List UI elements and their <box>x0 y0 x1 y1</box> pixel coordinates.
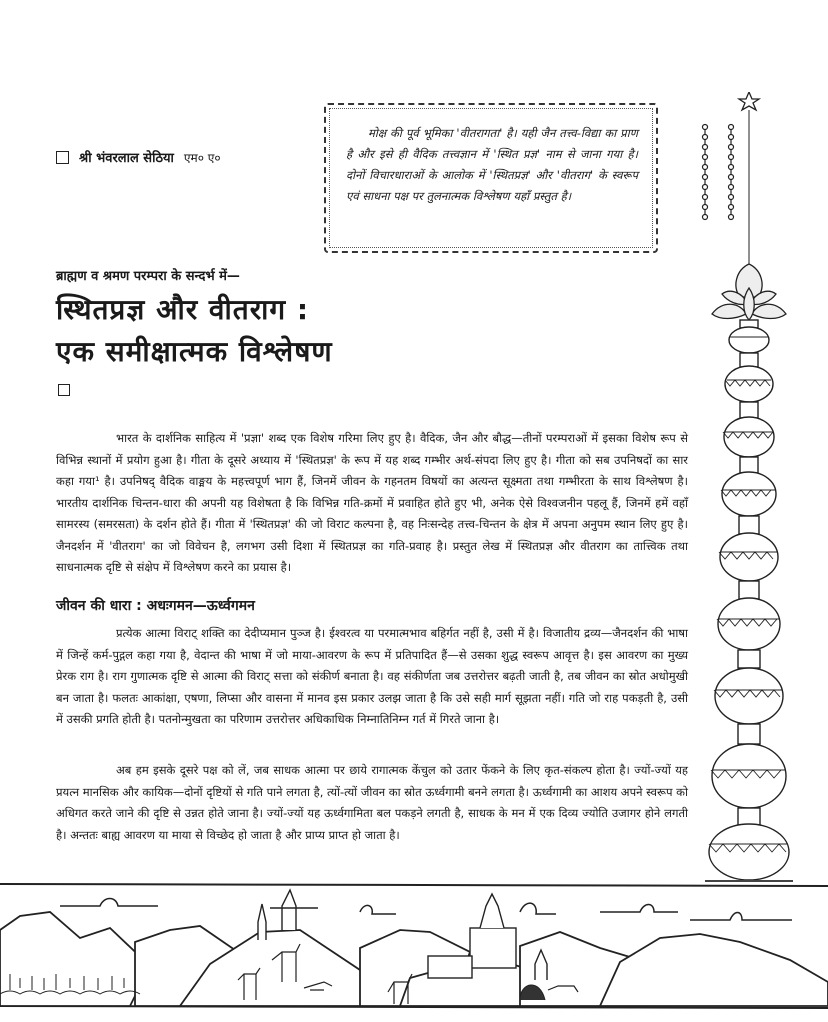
abstract-text: मोक्ष की पूर्व भूमिका 'वीतरागता' है। यही जैन तत्त्व-विद्या का प्राण है और इसे ही वैदिक तत्त्वज्ञान में 'स्थित प्रज्ञ' नाम से जाना गया है। दोनों विचारधाराओं के आलोक में 'स्थितप्रज्ञ' और 'वीतराग' के स्वरूप एवं साधना पक्ष पर तुलनात्मक विश्लेषण यहाँ प्रस्तुत है। <box>346 126 638 203</box>
kalash-pillar-illustration <box>700 92 810 882</box>
author-degree: एम० ए० <box>183 150 221 165</box>
star-icon <box>739 92 759 110</box>
square-bullet-icon <box>56 151 69 164</box>
abstract-box <box>324 103 658 253</box>
paragraph-descent <box>56 623 688 731</box>
title-line-2: एक समीक्षात्मक विश्लेषण <box>56 335 333 368</box>
paragraph-2-text: प्रत्येक आत्मा विराट् शक्ति का देदीप्यमान पुञ्ज है। ईश्वरत्व या परमात्मभाव बहिर्गत नहीं है, उसी में है। विजातीय द्रव्य—जैनदर्शन की भाषा में जिन्हें कर्म-पुद्गल कहा गया है, वेदान्त की भाषा में जो माया-आवरण के रूप में प्रतिपादित हैं—से उसका शुद्ध स्वरूप आवृत्त है। इस आवरण का मुख्य प्रेरक राग है। राग गुणात्मक दृष्टि से आत्मा की विराट् सत्ता को संकीर्ण बनाता है। वह संकीर्णता जब उत्तरोत्तर बढ़ती जाती है, तब जीवन का स्रोत अधोमुखी बन जाता है। फलतः आकांक्षा, एषणा, लिप्सा और वासना में मानव इस प्रकार उलझ जाता है कि उसे सही मार्ग सूझता नहीं। गति जो राह पकड़ती है, उसी में उसकी प्रगति होती है। पतनोन्मुखता का परिणाम उत्तरोत्तर अधिकाधिक निम्नातिनिम्न गर्त में गिरते जाना है। <box>56 626 688 726</box>
paragraph-ascent <box>56 760 688 846</box>
article-title <box>56 289 333 373</box>
author-name: श्री भंवरलाल सेठिया <box>79 151 174 166</box>
author-line <box>56 148 221 166</box>
section-heading: जीवन की धारा : अधःगमन—ऊर्ध्वगमन <box>56 598 255 614</box>
article-kicker: ब्राह्मण व श्रमण परम्परा के सन्दर्भ में— <box>56 269 240 284</box>
paragraph-intro <box>56 428 688 579</box>
title-line-1: स्थितप्रज्ञ और वीतराग : <box>56 293 310 326</box>
square-bullet-icon <box>58 384 70 396</box>
paragraph-3-text: अब हम इसके दूसरे पक्ष को लें, जब साधक आत्मा पर छाये रागात्मक केंचुल को उतार फेंकने के लिए कृत-संकल्प होता है। ज्यों-ज्यों यह प्रयत्न मानसिक और कायिक—दोनों दृष्टियों से गति पाने लगता है, त्यों-त्यों जीवन का स्रोत ऊर्ध्वगामी बनने लगता है। ऊर्ध्वगामी का आशय अपने स्वरूप को अधिगत करते जाने की दृष्टि से उन्नत होते जाना है। ज्यों-ज्यों यह ऊर्ध्वगामिता बल पकड़ने लगती है, साधक के मन में एक दिव्य ज्योति उजागर होने लगती है। अन्ततः बाह्य आवरण या माया से विच्छेद हो जाता है और प्राप्य प्राप्त हो जाता है। <box>56 763 688 842</box>
mountain-landscape-illustration <box>0 870 828 1010</box>
paragraph-1-text: भारत के दार्शनिक साहित्य में 'प्रज्ञा' शब्द एक विशेष गरिमा लिए हुए है। वैदिक, जैन और बौद्ध—तीनों परम्पराओं में इसका विशेष रूप से विभिन्न स्थानों में प्रयोग हुआ है। गीता के दूसरे अध्याय में 'स्थितप्रज्ञ' के रूप में यह शब्द गम्भीर अर्थ-संपदा लिए हुए है। गीता को सब उपनिषदों का सार कहा गया¹ है। उपनिषद् वैदिक वाङ्मय के महत्त्वपूर्ण भाग हैं, जिनमें जीवन के गहनतम विषयों का अत्यन्त सूक्ष्मता तथा गम्भीरता के साथ विश्लेषण है। भारतीय दार्शनिक चिन्तन-धारा की अपनी यह विशेषता है कि विभिन्न गति-क्रमों में प्रवाहित होते हुए भी, अनेक ऐसे विश्वजनीन पहलू हैं, जिनमें हमें वहाँ सामरस्य (समरसता) के दर्शन होते हैं। गीता में 'स्थितप्रज्ञ' की जो विराट कल्पना है, वह निःसन्देह तत्त्व-चिन्तन के क्षेत्र में अपना अनुपम स्थान लिए हुए है। जैनदर्शन में 'वीतराग' का जो विवेचन है, लगभग उसी दिशा में स्थितप्रज्ञ का गति-प्रवाह है। प्रस्तुत लेख में स्थितप्रज्ञ और वीतराग का तात्त्विक तथा साधनात्मक दृष्टि से संक्षेप में विश्लेषण करने का प्रयास है। <box>56 431 688 574</box>
